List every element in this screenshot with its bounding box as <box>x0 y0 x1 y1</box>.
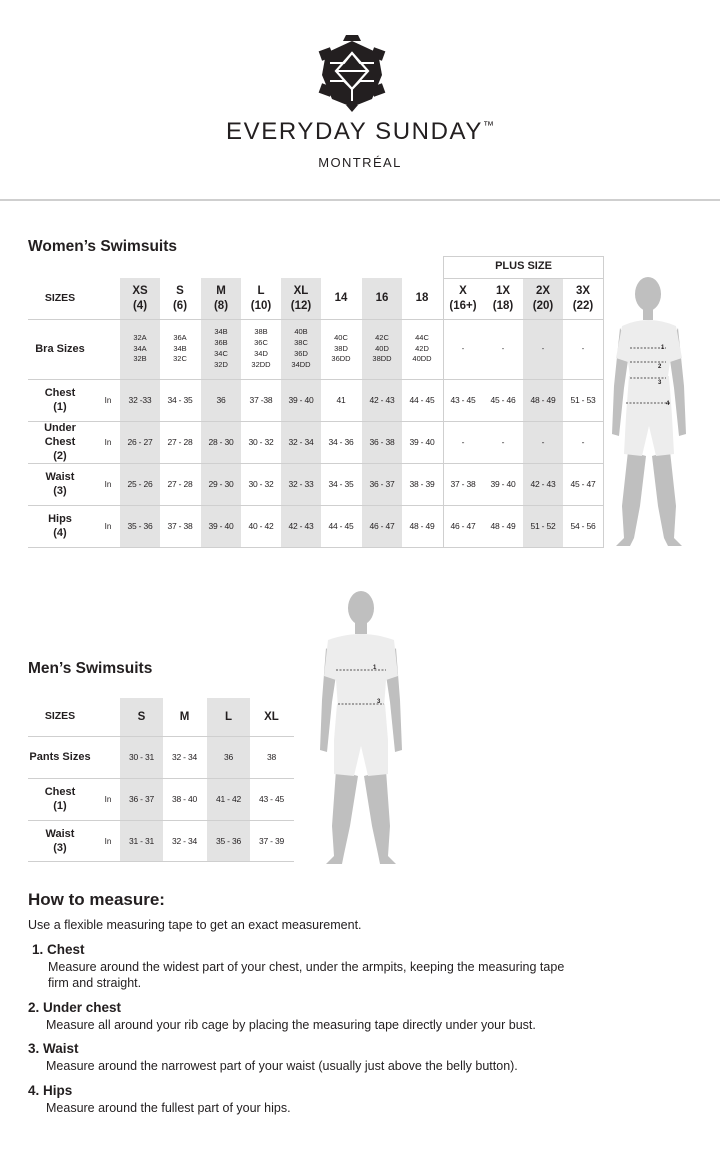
women-figure-mark-2: 2 <box>658 364 662 370</box>
header-divider <box>0 199 720 201</box>
women-size-col-0 <box>120 278 160 319</box>
women-bra-value: 40DD <box>412 354 432 364</box>
women-figure-mark-1: 1 <box>661 345 665 351</box>
women-size-col-4-bottom: (12) <box>290 299 312 312</box>
women-bra-value: 34C <box>214 349 228 358</box>
women-row-label-text: Chest <box>44 386 76 399</box>
brand-name: EVERYDAY SUNDAY™ <box>226 118 494 145</box>
women-figure-mark-4: 4 <box>666 401 670 407</box>
women-bra-value: 36DD <box>331 354 351 364</box>
women-bra-value: 38C <box>294 338 308 348</box>
women-table-cell: 25 - 26 <box>127 479 153 489</box>
women-size-col-3-bottom: (10) <box>250 299 272 312</box>
women-table-cell: 48 - 49 <box>530 395 556 405</box>
women-bra-cell-8 <box>443 319 483 379</box>
men-table-cell: 43 - 45 <box>258 794 285 804</box>
women-table-cell: 35 - 36 <box>127 521 153 531</box>
women-table-cell: 39 - 40 <box>208 521 234 531</box>
men-table-cell: 36 - 37 <box>128 794 155 804</box>
women-bra-cell-11 <box>563 319 603 379</box>
women-table-cell: 46 - 47 <box>369 521 395 531</box>
men-size-table <box>28 698 294 862</box>
women-bra-value: 34D <box>254 349 268 358</box>
men-table-cell: 38 - 40 <box>171 794 198 804</box>
women-bra-value: - <box>581 343 585 353</box>
women-bra-value: 34A <box>133 343 147 353</box>
men-table-cell: 41 - 42 <box>215 794 242 804</box>
men-row-label-text: Waist <box>45 827 75 840</box>
step-4-title: 4. Hips <box>28 1083 73 1098</box>
women-bra-value: 38D <box>334 343 348 353</box>
women-size-col-2-bottom: (8) <box>213 299 229 312</box>
women-size-col-1 <box>160 278 200 319</box>
women-bra-value: 32DD <box>251 359 271 369</box>
women-table-cell: 32 - 34 <box>288 437 314 447</box>
women-table-cell: - <box>501 437 505 447</box>
women-table-cell: 45 - 46 <box>490 395 516 405</box>
step-4-desc: Measure around the fullest part of your hips. <box>46 1101 291 1115</box>
women-row-label-text: Under Chest <box>44 421 76 448</box>
step-2-desc: Measure all around your rib cage by placing the measuring tape directly under your bust. <box>46 1018 536 1032</box>
women-bra-cell-5 <box>321 319 361 379</box>
women-table-cell: 44 - 45 <box>328 521 354 531</box>
women-table-cell: 39 - 40 <box>409 437 435 447</box>
how-to-measure-title: How to measure: <box>28 890 165 909</box>
men-row-label-0 <box>28 778 92 820</box>
women-row-unit: In <box>104 521 112 531</box>
women-size-col-3-top: L <box>257 285 265 298</box>
women-bra-value: 32B <box>133 354 147 364</box>
women-size-col-6-top: 16 <box>375 292 389 305</box>
women-bra-value: 32D <box>214 359 228 369</box>
men-table-cell: 31 - 31 <box>128 836 155 846</box>
women-bra-value: - <box>501 343 505 353</box>
men-figure-mark-1: 1 <box>373 665 377 671</box>
women-bra-cell-1 <box>160 319 200 379</box>
women-size-col-6 <box>362 278 402 319</box>
women-bra-value: 42C <box>375 332 389 342</box>
women-table-cell: 28 - 30 <box>208 437 234 447</box>
women-bra-value: 36B <box>214 338 228 348</box>
women-table-cell: 36 - 38 <box>369 437 395 447</box>
women-table-cell: 29 - 30 <box>208 479 234 489</box>
women-bra-value: 42D <box>415 343 429 353</box>
trademark-symbol: ™ <box>482 120 494 132</box>
women-table-cell: 36 - 37 <box>369 479 395 489</box>
women-sizes-label: SIZES <box>44 291 76 304</box>
women-bra-value: 34B <box>214 327 228 337</box>
women-table-cell: 51 - 52 <box>530 521 556 531</box>
women-size-col-9 <box>483 278 523 319</box>
step-1-title: 1. Chest <box>32 942 85 957</box>
women-size-col-0-bottom: (4) <box>132 299 148 312</box>
women-figure-mark-3: 3 <box>658 380 662 386</box>
women-table-cell: 45 - 47 <box>570 479 596 489</box>
women-row-unit: In <box>104 395 112 405</box>
women-table-cell: 54 - 56 <box>570 521 596 531</box>
women-table-cell: 30 - 32 <box>248 437 274 447</box>
women-bra-value: 34B <box>173 343 187 353</box>
men-row-label-text: Chest <box>44 785 76 798</box>
women-table-cell: 51 - 53 <box>570 395 596 405</box>
women-bra-value: 44C <box>415 332 429 342</box>
women-size-col-11-bottom: (22) <box>572 299 594 312</box>
women-bra-value: - <box>541 343 545 353</box>
women-size-col-5-top: 14 <box>334 292 348 305</box>
women-bra-value: 38B <box>254 327 268 337</box>
women-table-cell: 37 - 38 <box>450 479 476 489</box>
women-table-cell: - <box>461 437 465 447</box>
women-bra-value: 36C <box>254 338 268 348</box>
women-bra-cell-10 <box>523 319 563 379</box>
men-row-label-1 <box>28 820 92 862</box>
women-row-label-index: (2) <box>53 450 67 463</box>
women-table-cell: - <box>541 437 545 447</box>
women-size-col-8-top: X <box>459 285 467 298</box>
women-bra-value: - <box>461 343 465 353</box>
women-size-col-11-top: 3X <box>575 285 591 298</box>
men-size-col-3: XL <box>264 710 279 723</box>
women-row-label-index: (1) <box>53 401 67 413</box>
women-table-cell: 37 -38 <box>249 395 273 405</box>
turtle-logo-icon <box>316 33 388 113</box>
women-table-cell: 34 - 35 <box>328 479 354 489</box>
women-size-col-9-top: 1X <box>495 285 511 298</box>
step-1-desc: Measure around the widest part of your chest, under the armpits, keeping the measuring tape firm and straight. <box>48 960 565 990</box>
women-size-col-2-top: M <box>216 285 226 298</box>
women-table-cell: 42 - 43 <box>288 521 314 531</box>
women-bra-cell-6 <box>362 319 402 379</box>
women-table-cell: 40 - 42 <box>248 521 274 531</box>
women-row-unit: In <box>104 437 112 447</box>
women-row-label-0 <box>28 379 92 421</box>
women-table-cell: 41 <box>336 395 346 405</box>
men-pants-cell: 38 <box>266 752 277 762</box>
women-row-unit: In <box>104 479 112 489</box>
men-pants-cell: 36 <box>223 752 234 762</box>
men-table-cell: 32 - 34 <box>171 836 198 846</box>
men-section-title: Men’s Swimsuits <box>28 660 153 677</box>
women-table-cell: 36 <box>216 395 226 405</box>
women-size-col-4 <box>281 278 321 319</box>
women-size-col-4-top: XL <box>293 285 309 298</box>
women-bra-cell-9 <box>483 319 523 379</box>
women-size-col-7-top: 18 <box>415 292 429 305</box>
women-bra-cell-2 <box>201 319 241 379</box>
women-size-col-9-bottom: (18) <box>492 299 514 312</box>
women-bra-value: 36A <box>173 332 187 342</box>
women-table-cell: 34 - 35 <box>167 395 193 405</box>
women-table-cell: 38 - 39 <box>409 479 435 489</box>
women-table-cell: 44 - 45 <box>409 395 435 405</box>
women-table-cell: 26 - 27 <box>127 437 153 447</box>
men-table-cell: 35 - 36 <box>215 836 242 846</box>
women-bra-cell-0 <box>120 319 160 379</box>
women-bra-cell-3 <box>241 319 281 379</box>
women-table-cell: 39 - 40 <box>490 479 516 489</box>
men-size-col-1: M <box>179 710 190 723</box>
women-row-label-1 <box>28 421 92 463</box>
women-table-cell: 27 - 28 <box>167 437 193 447</box>
brand-header <box>0 0 720 200</box>
women-bra-value: 32A <box>133 332 147 342</box>
women-table-cell: 34 - 36 <box>328 437 354 447</box>
women-table-cell: 42 - 43 <box>530 479 556 489</box>
women-size-table <box>28 256 604 548</box>
brand-city: MONTRÉAL <box>318 155 402 170</box>
men-figure-mark-3: 3 <box>377 699 381 705</box>
women-size-col-8 <box>443 278 483 319</box>
women-size-col-8-bottom: (16+) <box>449 299 477 312</box>
women-section-title: Women’s Swimsuits <box>28 238 178 255</box>
women-row-label-3 <box>28 505 92 547</box>
women-table-cell: 37 - 38 <box>167 521 193 531</box>
men-row-unit: In <box>104 836 112 846</box>
men-table-cell: 37 - 39 <box>258 836 285 846</box>
women-table-cell: 27 - 28 <box>167 479 193 489</box>
women-row-label-index: (4) <box>53 527 67 539</box>
women-size-col-10-top: 2X <box>535 285 551 298</box>
women-table-cell: 42 - 43 <box>369 395 395 405</box>
women-table-cell: 48 - 49 <box>409 521 435 531</box>
women-size-col-5 <box>321 278 361 319</box>
women-bra-value: 40C <box>334 332 348 342</box>
women-size-col-11 <box>563 278 603 319</box>
men-pants-label: Pants Sizes <box>29 750 91 763</box>
men-pants-cell: 32 - 34 <box>171 752 198 762</box>
plus-size-label: PLUS SIZE <box>495 260 552 273</box>
women-size-col-1-top: S <box>176 285 184 298</box>
women-row-label-2 <box>28 463 92 505</box>
men-size-col-0: S <box>137 710 146 723</box>
women-bra-value: 38DD <box>372 354 392 364</box>
women-bra-value: 40B <box>294 327 308 337</box>
women-bra-value: 32C <box>173 354 187 364</box>
men-pants-cell: 30 - 31 <box>128 752 155 762</box>
women-table-cell: 46 - 47 <box>450 521 476 531</box>
women-bra-value: 40D <box>375 343 389 353</box>
women-bra-value: 36D <box>294 349 308 358</box>
women-table-cell: 32 - 33 <box>288 479 314 489</box>
men-body-figure-icon <box>318 590 408 866</box>
women-row-label-index: (3) <box>53 485 67 497</box>
women-table-cell: 39 - 40 <box>288 395 314 405</box>
men-sizes-label: SIZES <box>44 710 76 723</box>
women-size-col-3 <box>241 278 281 319</box>
step-3-title: 3. Waist <box>28 1041 79 1056</box>
step-3-desc: Measure around the narrowest part of your waist (usually just above the belly button). <box>46 1059 518 1073</box>
women-bra-label: Bra Sizes <box>35 342 85 355</box>
women-table-cell: 30 - 32 <box>248 479 274 489</box>
men-row-label-index: (3) <box>53 842 67 854</box>
men-row-label-index: (1) <box>53 800 67 812</box>
women-bra-cell-7 <box>402 319 442 379</box>
women-size-col-1-bottom: (6) <box>172 299 188 312</box>
women-size-col-10-bottom: (20) <box>532 299 554 312</box>
women-size-col-0-top: XS <box>132 285 148 298</box>
women-bra-cell-4 <box>281 319 321 379</box>
men-row-unit: In <box>104 794 112 804</box>
step-2-title: 2. Under chest <box>28 1000 122 1015</box>
women-table-cell: 43 - 45 <box>450 395 476 405</box>
women-body-figure-icon <box>610 276 692 550</box>
women-row-label-text: Hips <box>48 512 72 525</box>
women-table-cell: 32 -33 <box>128 395 152 405</box>
women-table-cell: 48 - 49 <box>490 521 516 531</box>
how-to-measure-intro: Use a flexible measuring tape to get an exact measurement. <box>28 918 362 932</box>
women-row-label-text: Waist <box>45 470 75 483</box>
women-size-col-7 <box>402 278 442 319</box>
men-size-col-2: L <box>224 710 233 723</box>
women-size-col-2 <box>201 278 241 319</box>
women-size-col-10 <box>523 278 563 319</box>
women-table-cell: - <box>581 437 585 447</box>
women-bra-value: 34DD <box>291 359 311 369</box>
